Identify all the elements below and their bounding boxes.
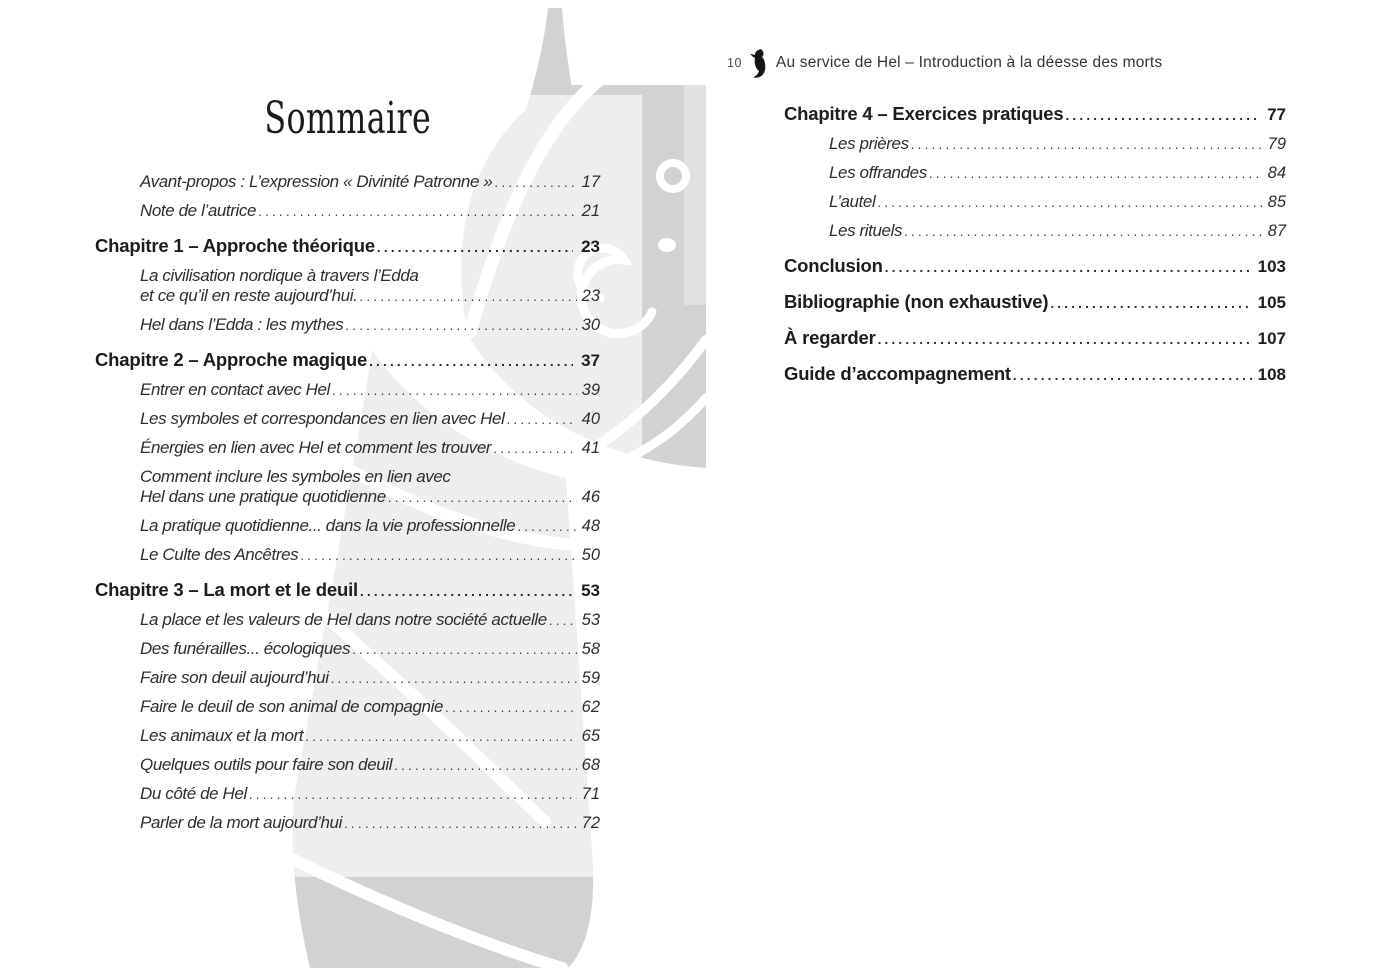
- toc-row-entry: [95, 697, 600, 718]
- toc-entry-label: Les prières: [829, 134, 909, 153]
- toc-entry-label: Les symboles et correspondances en lien avec Hel: [140, 409, 505, 428]
- dot-leader: [352, 640, 577, 660]
- toc-entry-label: Hel dans une pratique quotidienne: [140, 487, 386, 506]
- toc-row-entry: [95, 610, 600, 631]
- dot-leader: [904, 222, 1263, 242]
- page-title-text: Sommaire: [264, 93, 431, 144]
- toc-page-number: 84: [1267, 164, 1286, 182]
- dot-leader: [305, 727, 576, 747]
- dot-leader: [377, 238, 573, 258]
- toc-row-entry-twoline: [95, 467, 600, 508]
- toc-entry-label: Du côté de Hel: [140, 784, 247, 803]
- left-page: [95, 0, 600, 834]
- toc-page-number: 71: [581, 785, 600, 803]
- toc-entry-label: Note de l’autrice: [140, 201, 257, 220]
- toc-page-number: 72: [581, 814, 600, 832]
- toc-row-chapter: [95, 236, 600, 258]
- toc-entry-label: Hel dans l’Edda : les mythes: [140, 315, 344, 334]
- toc-row-section: [784, 328, 1286, 350]
- toc-entry-line1: Comment inclure les symboles en lien avec: [140, 467, 451, 486]
- toc-page-number: 39: [581, 381, 600, 399]
- toc-page-number: 65: [581, 727, 600, 745]
- toc-page-number: 17: [581, 173, 600, 191]
- toc-row-entry: [95, 813, 600, 834]
- toc-row-entry: [95, 755, 600, 776]
- toc-page-number: 79: [1267, 135, 1286, 153]
- toc-entry-label: Conclusion: [784, 255, 883, 276]
- toc-page-number: 48: [581, 517, 600, 535]
- toc-row-entry: [95, 172, 600, 193]
- toc-page-number: 107: [1257, 329, 1286, 348]
- toc-page-number: 85: [1267, 193, 1286, 211]
- dot-leader: [258, 202, 577, 222]
- toc-entry-label: La pratique quotidienne... dans la vie professionnelle: [140, 516, 516, 535]
- toc-row-chapter: [95, 580, 600, 602]
- dragon-head-icon: [748, 49, 770, 79]
- toc-row-entry: [95, 516, 600, 537]
- dot-leader: [249, 785, 577, 805]
- toc-page-number: 68: [581, 756, 600, 774]
- toc-page-number: 77: [1267, 105, 1286, 124]
- toc-page-number: 46: [581, 488, 600, 506]
- toc-entry-label: Bibliographie (non exhaustive): [784, 291, 1049, 312]
- dot-leader: [445, 698, 577, 718]
- toc-entry-label: À regarder: [784, 327, 876, 348]
- dot-leader: [1013, 366, 1252, 386]
- toc-page-number: 103: [1257, 257, 1286, 276]
- toc-page-number: 40: [581, 410, 600, 428]
- toc-entry-line1: La civilisation nordique à travers l’Edda: [140, 266, 419, 285]
- dot-leader: [517, 517, 576, 537]
- dot-leader: [359, 287, 576, 307]
- dot-leader: [300, 546, 576, 566]
- dot-leader: [360, 582, 573, 602]
- toc-page-number: 50: [581, 546, 600, 564]
- toc-entry-label: Les offrandes: [829, 163, 927, 182]
- toc-row-section: [784, 364, 1286, 386]
- toc-entry-label: Quelques outils pour faire son deuil: [140, 755, 393, 774]
- toc-entry-label: Chapitre 2 – Approche magique: [95, 349, 368, 370]
- toc-right: [784, 104, 1286, 386]
- header-title: Au service de Hel – Introduction à la déesse des morts: [775, 54, 1163, 71]
- toc-page-number: 105: [1257, 293, 1286, 312]
- toc-page-number: 30: [581, 316, 600, 334]
- toc-entry-label: Chapitre 1 – Approche théorique: [95, 235, 375, 256]
- toc-entry-label: L’autel: [829, 192, 876, 211]
- toc-row-chapter: [784, 104, 1286, 126]
- dot-leader: [369, 352, 573, 372]
- toc-page-number: 21: [581, 202, 600, 220]
- toc-row-entry: [784, 134, 1286, 155]
- toc-entry-label: Avant-propos : L’expression « Divinité Patronne »: [140, 172, 493, 191]
- toc-entry-line2: [140, 286, 600, 307]
- toc-row-entry: [784, 192, 1286, 213]
- right-page: [784, 0, 1286, 386]
- toc-row-section: [784, 256, 1286, 278]
- toc-entry-label: Faire le deuil de son animal de compagnie: [140, 697, 444, 716]
- dot-leader: [549, 611, 577, 631]
- dot-leader: [345, 316, 576, 336]
- header-page-number: 10: [727, 56, 742, 70]
- toc-entry-label: Les rituels: [829, 221, 903, 240]
- dot-leader: [1065, 106, 1259, 126]
- toc-page-number: 108: [1257, 365, 1286, 384]
- toc-entry-label: et ce qu’il en reste aujourd’hui.: [140, 286, 358, 305]
- dot-leader: [332, 381, 577, 401]
- dot-leader: [929, 164, 1263, 184]
- toc-page-number: 87: [1267, 222, 1286, 240]
- dot-leader: [494, 173, 576, 193]
- page-title: [95, 93, 600, 144]
- dot-leader: [331, 669, 577, 689]
- toc-page-number: 23: [581, 237, 600, 256]
- toc-entry-label: Entrer en contact avec Hel: [140, 380, 330, 399]
- dot-leader: [394, 756, 577, 776]
- toc-entry-label: La place et les valeurs de Hel dans notre société actuelle: [140, 610, 547, 629]
- toc-entry-label: Les animaux et la mort: [140, 726, 304, 745]
- toc-entry-label: Le Culte des Ancêtres: [140, 545, 299, 564]
- dot-leader: [344, 814, 577, 834]
- dot-leader: [878, 330, 1252, 350]
- toc-row-entry: [95, 668, 600, 689]
- dot-leader: [388, 488, 577, 508]
- dot-leader: [493, 439, 576, 459]
- toc-page-number: 58: [581, 640, 600, 658]
- toc-page-number: 41: [581, 439, 600, 457]
- toc-entry-label: Chapitre 4 – Exercices pratiques: [784, 103, 1064, 124]
- toc-page-number: 62: [581, 698, 600, 716]
- dot-leader: [911, 135, 1263, 155]
- dot-leader: [1050, 294, 1251, 314]
- dot-leader: [877, 193, 1262, 213]
- toc-entry-label: Faire son deuil aujourd’hui: [140, 668, 329, 687]
- toc-entry-label: Énergies en lien avec Hel et comment les trouver: [140, 438, 492, 457]
- toc-row-entry: [95, 784, 600, 805]
- toc-row-entry-twoline: [95, 266, 600, 307]
- toc-row-entry: [95, 639, 600, 660]
- toc-page-number: 59: [581, 669, 600, 687]
- toc-entry-line2: [140, 487, 600, 508]
- toc-entry-label: Parler de la mort aujourd’hui: [140, 813, 342, 832]
- toc-page-number: 53: [581, 581, 600, 600]
- toc-page-number: 53: [581, 611, 600, 629]
- toc-left: [95, 172, 600, 834]
- toc-entry-label: Guide d’accompagnement: [784, 363, 1011, 384]
- toc-row-entry: [95, 545, 600, 566]
- toc-row-entry: [784, 163, 1286, 184]
- toc-page-number: 23: [581, 287, 600, 305]
- toc-entry-label: Chapitre 3 – La mort et le deuil: [95, 579, 358, 600]
- toc-row-entry: [95, 409, 600, 430]
- dot-leader: [506, 410, 576, 430]
- toc-row-entry: [95, 726, 600, 747]
- toc-row-chapter: [95, 350, 600, 372]
- toc-row-section: [784, 292, 1286, 314]
- toc-row-entry: [95, 438, 600, 459]
- toc-row-entry: [784, 221, 1286, 242]
- toc-row-entry: [95, 201, 600, 222]
- toc-row-entry: [95, 380, 600, 401]
- toc-entry-label: Des funérailles... écologiques: [140, 639, 351, 658]
- toc-row-entry: [95, 315, 600, 336]
- dot-leader: [885, 258, 1252, 278]
- toc-page-number: 37: [581, 351, 600, 370]
